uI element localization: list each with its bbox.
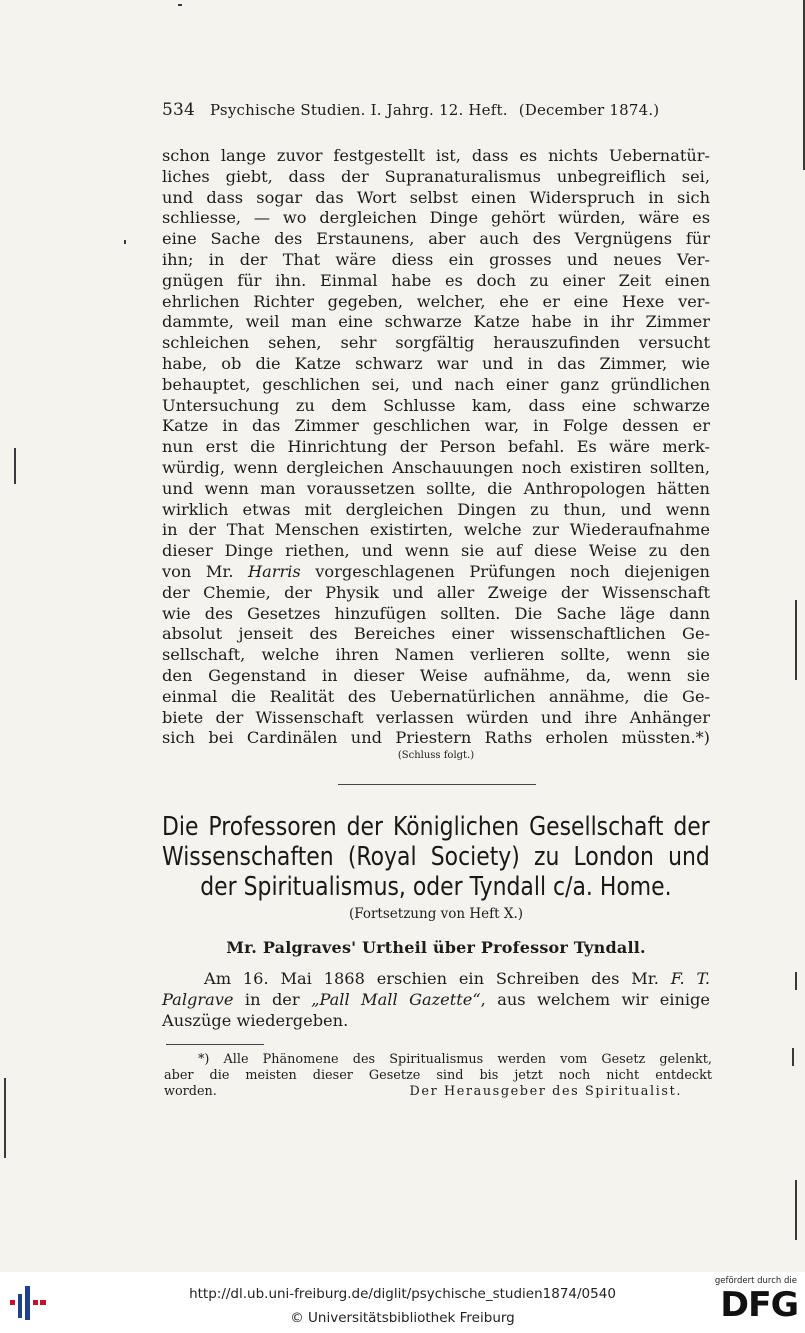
- permalink-url[interactable]: http://dl.ub.uni-freiburg.de/diglit/psychische_studien1874/0540: [189, 1286, 616, 1302]
- scan-edge-mark: [124, 240, 126, 244]
- article-title: [162, 812, 710, 902]
- body-text: [162, 146, 710, 749]
- scan-edge-mark: [795, 600, 797, 680]
- footnote-line: aber die meisten dieser Gesetze sind bis jetzt noch nicht entdeckt: [164, 1068, 712, 1083]
- text-line: Katze in das Zimmer geschlichen war, in Folge dessen er: [162, 416, 710, 436]
- scan-edge-mark: [4, 1078, 6, 1158]
- italic-name-harris: Harris: [248, 561, 301, 581]
- text-line: absolut jenseit des Bereiches einer wissenschaftlichen Ge-: [162, 624, 710, 644]
- text-fragment: von Mr.: [162, 561, 249, 581]
- text-line: behauptet, geschlichen sei, und nach einer ganz gründlichen: [162, 374, 710, 394]
- text-line: sellschaft, welche ihren Namen verlieren sollte, wenn sie: [162, 645, 710, 665]
- footnote-rule: [166, 1044, 264, 1045]
- text-line: nun erst die Hinrichtung der Person befahl. Es wäre merk-: [162, 437, 710, 457]
- scan-edge-mark: [792, 1048, 794, 1066]
- text-fragment: Am 16. Mai 1868 erschien ein Schreiben des Mr.: [204, 969, 671, 988]
- text-line: wirklich etwas mit dergleichen Dingen zu thun, und wenn: [162, 499, 710, 519]
- text-line: schleichen sehen, sehr sorgfältig herauszufinden versucht: [162, 333, 710, 353]
- text-line: sich bei Cardinälen und Priestern Raths erholen müssten.*): [162, 728, 710, 748]
- footnote-signature: Der Herausgeber des Spiritualist.: [409, 1084, 682, 1099]
- text-line: Untersuchung zu dem Schlusse kam, dass eine schwarze: [162, 395, 710, 415]
- scan-edge-mark: [795, 1180, 797, 1240]
- scan-edge-mark: [795, 972, 797, 990]
- text-line: in der That Menschen existirten, welche zur Wiederaufnahme: [162, 520, 710, 540]
- text-line: dammte, weil man eine schwarze Katze habe in ihr Zimmer: [162, 312, 710, 332]
- section-divider: [338, 784, 536, 785]
- title-line: Wissenschaften (Royal Society) zu London und: [162, 842, 710, 872]
- text-line: ihn; in der That wäre diess ein grosses und neues Ver-: [162, 249, 710, 269]
- footnote-line: *) Alle Phänomene des Spiritualismus werden vom Gesetz gelenkt,: [198, 1052, 712, 1067]
- text-fragment: in der: [233, 990, 312, 1009]
- italic-initials: F. T.: [670, 969, 711, 988]
- scan-edge-mark: [14, 448, 16, 484]
- text-line: einmal die Realität des Uebernatürlichen annähme, die Ge-: [162, 686, 710, 706]
- text-line: den Gegenstand in dieser Weise aufnähme, da, wenn sie: [162, 665, 710, 685]
- viewer-footer: [0, 1272, 805, 1333]
- to-be-concluded-note: (Schluss folgt.): [397, 750, 475, 761]
- text-line: dieser Dinge riethen, und wenn sie auf diese Weise zu den: [162, 541, 710, 561]
- italic-name-palgrave: Palgrave: [162, 990, 234, 1009]
- section-subheading: Mr. Palgraves' Urtheil über Professor Tyndall.: [226, 938, 646, 957]
- text-line: eine Sache des Erstaunens, aber auch des Vergnügens für: [162, 229, 710, 249]
- text-fragment: vorgeschlagenen Prüfungen noch diejenigen: [300, 561, 710, 581]
- copyright-notice: © Universitätsbibliothek Freiburg: [290, 1310, 515, 1326]
- text-line: habe, ob die Katze schwarz war und in das Zimmer, wie: [162, 353, 710, 373]
- running-title: Psychische Studien. I. Jahrg. 12. Heft.: [210, 101, 508, 119]
- footnote: [164, 1052, 712, 1100]
- scan-edge-mark: [178, 4, 182, 6]
- text-fragment: , aus welchem wir einige: [480, 990, 710, 1009]
- text-line: wie des Gesetzes hinzufügen sollten. Die Sache läge dann: [162, 603, 710, 623]
- footnote-last-line: [164, 1084, 712, 1100]
- text-line-with-italic: [162, 968, 710, 989]
- title-line: Die Professoren der Königlichen Gesellschaft der: [162, 812, 710, 842]
- text-line: Auszüge wiedergeben.: [162, 1011, 349, 1030]
- text-line-with-italic: [162, 989, 710, 1010]
- footnote-text: worden.: [164, 1084, 217, 1099]
- italic-newspaper-name: „Pall Mall Gazette“: [311, 990, 481, 1009]
- text-line: und dass sogar das Wort selbst einen Widerspruch in sich: [162, 187, 710, 207]
- text-line: liches giebt, dass der Supranaturalismus unbegreiflich sei,: [162, 166, 710, 186]
- text-line: schon lange zuvor festgestellt ist, dass es nichts Uebernatür-: [162, 146, 710, 165]
- text-line: der Chemie, der Physik und aller Zweige der Wissenschaft: [162, 582, 710, 602]
- text-line: biete der Wissenschaft verlassen würden und ihre Anhänger: [162, 707, 710, 727]
- running-header: [162, 100, 710, 120]
- dfg-wordmark: DFG: [719, 1285, 798, 1325]
- text-line: und wenn man voraussetzen sollte, die Anthropologen hätten: [162, 478, 710, 498]
- article-paragraph: [162, 968, 710, 1031]
- text-line: ehrlichen Richter gegeben, welcher, ehe er eine Hexe ver-: [162, 291, 710, 311]
- dfg-funding-note: gefördert durch die: [714, 1276, 797, 1286]
- issue-date: (December 1874.): [518, 101, 660, 119]
- dfg-logo: [711, 1276, 797, 1330]
- title-line: der Spiritualismus, oder Tyndall c/a. Home.: [200, 872, 672, 902]
- text-line-with-italic: [162, 562, 710, 583]
- page-number: 534: [162, 100, 196, 120]
- text-line: würdig, wenn dergleichen Anschauungen noch existiren sollten,: [162, 457, 710, 477]
- continuation-note: (Fortsetzung von Heft X.): [348, 906, 524, 922]
- text-line: gnügen für ihn. Einmal habe es doch zu einer Zeit einen: [162, 270, 710, 290]
- text-line: schliesse, — wo dergleichen Dinge gehört würden, wäre es: [162, 208, 710, 228]
